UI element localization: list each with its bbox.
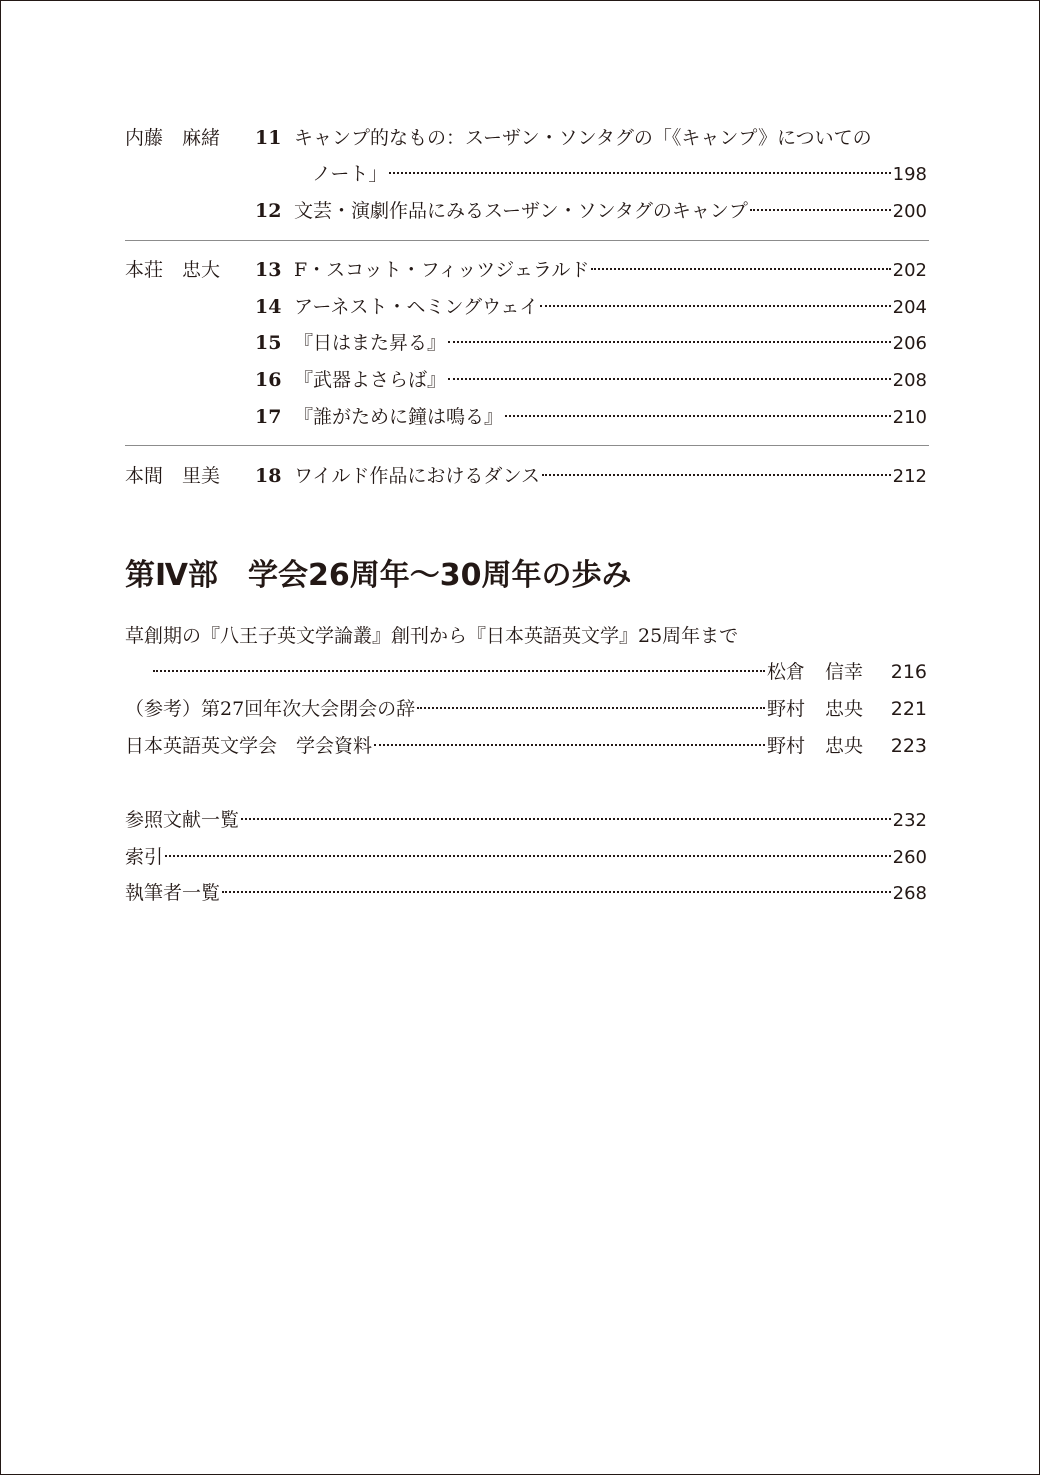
section-divider <box>125 445 929 446</box>
entry-title: 索引 <box>125 846 164 868</box>
entry-title: 草創期の『八王子英文学論叢』創刊から『日本英語英文学』25周年まで <box>125 625 739 647</box>
author-family-name: 野村 <box>767 735 806 757</box>
entry-title: ワイルド作品におけるダンス <box>294 465 541 487</box>
entry-number: 14 <box>255 296 282 318</box>
author-given-name: 忠央 <box>824 698 863 720</box>
entry-title: 『武器よさらば』 <box>294 369 447 391</box>
dot-leader <box>417 707 765 709</box>
dot-leader <box>505 415 891 417</box>
entry-author <box>767 696 863 722</box>
entry-title: F・スコット・フィッツジェラルド <box>294 259 590 281</box>
dot-leader <box>222 891 891 893</box>
entry-title: 文芸・演劇作品にみるスーザン・ソンタグのキャンプ <box>294 200 748 222</box>
toc-entry[interactable] <box>1 404 1040 430</box>
dot-leader <box>374 744 765 746</box>
entry-number: 13 <box>255 259 282 281</box>
page-number: 260 <box>892 847 927 868</box>
dot-leader <box>540 305 890 307</box>
page-number: 198 <box>892 164 927 185</box>
entry-number: 15 <box>255 332 282 354</box>
entry-title: 参照文献一覧 <box>125 809 240 831</box>
page-number: 202 <box>892 260 927 281</box>
toc-entry[interactable] <box>1 294 1040 320</box>
toc-entry-continuation[interactable] <box>312 161 927 187</box>
entry-title: ノート」 <box>312 163 388 185</box>
page-number: 204 <box>892 297 927 318</box>
page-number: 206 <box>892 333 927 354</box>
page-number: 223 <box>890 735 927 757</box>
toc-entry[interactable] <box>1 330 1040 356</box>
toc-entry[interactable] <box>1 198 1040 224</box>
toc-entry[interactable] <box>125 880 927 906</box>
entry-title: （参考）第27回年次大会閉会の辞 <box>125 698 416 720</box>
toc-entry[interactable] <box>1 125 1040 151</box>
author-family-name: 野村 <box>767 698 806 720</box>
author-name: 本荘 忠大 <box>125 259 221 281</box>
dot-leader <box>542 474 891 476</box>
dot-leader <box>448 378 891 380</box>
entry-title: 執筆者一覧 <box>125 882 221 904</box>
entry-title: 『日はまた昇る』 <box>294 332 447 354</box>
dot-leader <box>389 172 890 174</box>
toc-entry[interactable] <box>1 367 1040 393</box>
page-number: 200 <box>892 201 927 222</box>
entry-number: 16 <box>255 369 282 391</box>
page-number: 208 <box>892 370 927 391</box>
entry-title: 『誰がために鐘は鳴る』 <box>294 406 504 428</box>
page-number: 221 <box>890 698 927 720</box>
page-number: 232 <box>892 810 927 831</box>
dot-leader <box>750 209 891 211</box>
toc-entry[interactable] <box>125 623 927 649</box>
entry-author <box>767 733 863 759</box>
entry-title: キャンプ的なもの：スーザン・ソンタグの「《キャンプ》についての <box>294 127 872 149</box>
section-divider <box>125 240 929 241</box>
entry-title: アーネスト・ヘミングウェイ <box>294 296 539 318</box>
author-name: 本間 里美 <box>125 465 221 487</box>
toc-entry[interactable] <box>1 463 1040 489</box>
entry-number: 17 <box>255 406 282 428</box>
page-number: 268 <box>892 883 927 904</box>
dot-leader <box>165 855 891 857</box>
author-given-name: 信幸 <box>824 661 863 683</box>
toc-entry[interactable] <box>1 257 1040 283</box>
page-number: 212 <box>892 466 927 487</box>
part-heading: 第Ⅳ部 学会26周年〜30周年の歩み <box>125 558 632 593</box>
dot-leader <box>241 818 891 820</box>
page-number: 210 <box>892 407 927 428</box>
author-given-name: 忠央 <box>824 735 863 757</box>
entry-title: 日本英語英文学会 学会資料 <box>125 735 373 757</box>
dot-leader <box>591 268 890 270</box>
toc-entry[interactable] <box>125 696 927 722</box>
author-name: 内藤 麻緒 <box>125 127 221 149</box>
entry-number: 11 <box>255 127 282 149</box>
dot-leader <box>448 341 891 343</box>
page-number: 216 <box>890 661 927 683</box>
entry-number: 18 <box>255 465 282 487</box>
author-family-name: 松倉 <box>767 661 806 683</box>
toc-entry[interactable] <box>125 807 927 833</box>
entry-author <box>767 659 863 685</box>
toc-entry[interactable] <box>125 844 927 870</box>
dot-leader <box>153 670 765 672</box>
entry-number: 12 <box>255 200 282 222</box>
toc-entry-continuation[interactable] <box>151 659 927 685</box>
toc-entry[interactable] <box>125 733 927 759</box>
